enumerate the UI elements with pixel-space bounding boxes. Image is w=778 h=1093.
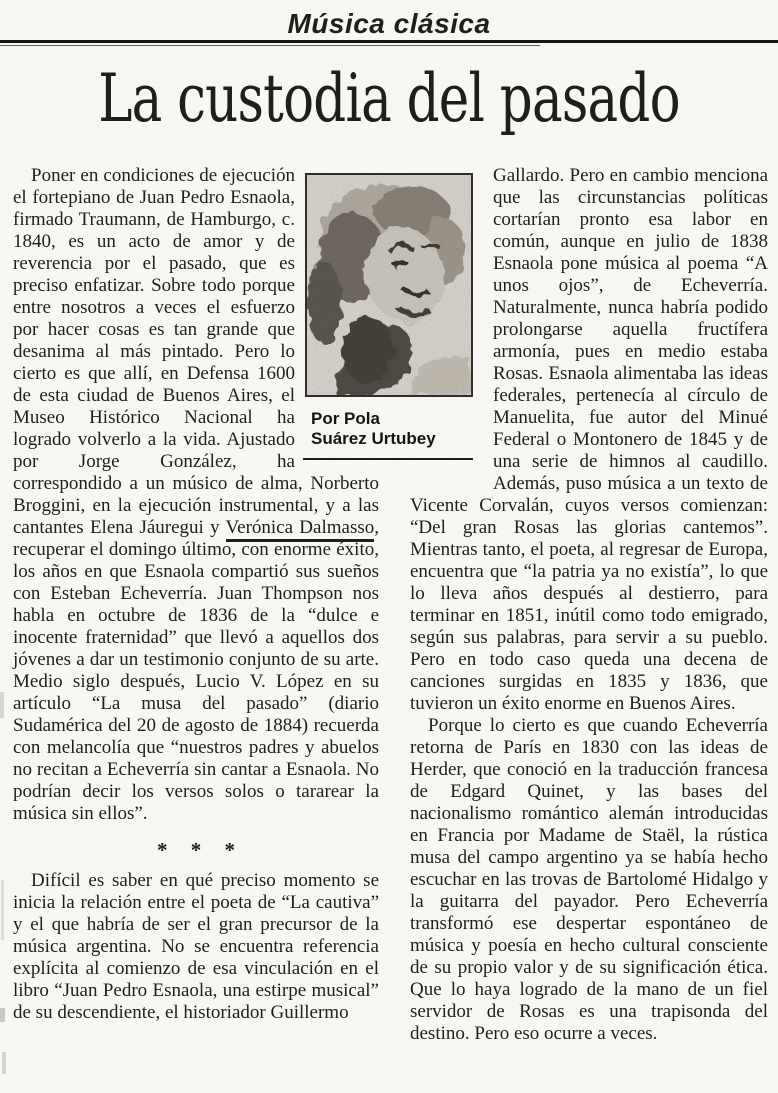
right-paragraph-1: Gallardo. Pero en cambio menciona que las circunstancias políticas cortarían pronto esa labor en común, aunque en julio de 1838 Esnaola pone música al poema “A unos ojos”, de Echeverría. Naturalmente, nunca habría podido prolongarse aquella fructífera armonía, pues en medio estaba Rosas. Esnaola alimentaba las ideas federales, pertenecía al círculo de Manuelita, fue autor del Minué Federal o Montonero de 1845 y de una serie de himnos al caudillo. Además, puso música a un texto de Vicente Corvalán, cuyos versos comienzan: “Del gran Rosas las glorias cantemos”. Mientras tanto, el poeta, al regresar de Europa, encuentra que “la patria ya no existía”, lo que lo lleva años después al destierro, para terminar en 1851, inútil como todo emigrado, según sus palabras, para servir a su pueblo. Pero en todo caso queda una decena de canciones surgidas en 1835 y 1836, que tuvieron un éxito enorme en Buenos Aires. <box>410 165 768 714</box>
header-rule <box>0 40 778 43</box>
scan-artifact <box>1 880 4 940</box>
scan-artifact <box>0 1008 5 1022</box>
scan-artifact <box>2 1052 6 1074</box>
right-paragraph-2: Porque lo cierto es que cuando Echeverría retorna de París en 1830 con las ideas de Herder, que conoció en la traducción francesa de Edgard Quinet, y las bases del nacionalismo romántico alemán introducidas en Francia por Madame de Staël, la rústica musa del campo argentino ya se había hecho escuchar en las trovas de Bartolomé Hidalgo y la guitarra del payador. Pero Echeverría transformó ese despertar espontáneo de música y poesía en hecho cultural consciente de su propio valor y de su significación ética. Que lo haya logrado de la mano de un fiel servidor de Rosas es una trapisonda del destino. Pero eso ocurre a veces. <box>410 715 768 1044</box>
left-paragraph-2: Difícil es saber en qué preciso momento se inicia la relación entre el poeta de “La cautiva” y el que habría de ser el gran precursor de la música argentina. No se encuentra referencia explícita al comienzo de esa vinculación en el libro “Juan Pedro Esnaola, una estirpe musical” de su descendiente, el historiador Guillermo <box>13 870 379 1023</box>
byline-line-1: Por Pola <box>311 409 380 428</box>
byline-caption <box>305 409 475 449</box>
left-paragraph-1: Poner en condiciones de ejecución el fortepiano de Juan Pedro Esnaola, firmado Traumann, de Hamburgo, c. 1840, es un acto de amor y de reverencia por el pasado, que es preciso enfatizar. Sobre todo porque entre nosotros a veces el esfuerzo por hacer cosas es tan grande que desanima al más pintado. Pero lo cierto es que allí, en Defensa 1600 de esta ciudad de Buenos Aires, el Museo Histórico Nacional ha logrado volverlo a la vida. Ajustado por Jorge González, ha correspondido a un músico de alma, Norberto Broggini, en la ejecución instrumental, y a las cantantes Elena Jáuregui y Verónica Dalmasso, recuperar el domingo último, con enorme éxito, los años en que Esnaola compartió sus sueños con Esteban Echeverría. Juan Thompson nos habla en octubre de 1836 de la “dulce e inocente fraternidad” que llevó a aquellos dos jóvenes a dar un testimonio conjunto de su arte. Medio siglo después, Lucio V. López en su artículo “La musa del pasado” (diario Sudamérica del 20 de agosto de 1884) recuerda con melancolía que “nuestros padres y abuelos no recitan a Echeverría sin cantar a Esnaola. No podrían decir los versos solos o tararear la música sin ellos”. <box>13 165 379 824</box>
section-separator-stars: * * * <box>157 838 244 862</box>
underlined-singer-name: Verónica Dalmasso <box>226 517 375 542</box>
photo-block <box>305 173 475 460</box>
byline-line-2: Suárez Urtubey <box>311 429 436 448</box>
section-label: Música clásica <box>287 8 491 39</box>
portrait-photo <box>305 173 473 397</box>
headline: La custodia del pasado <box>98 60 680 137</box>
scan-artifact <box>0 692 4 718</box>
portrait-photo-image <box>307 175 471 395</box>
byline-rule <box>303 458 473 460</box>
header-rule-secondary <box>0 45 540 46</box>
